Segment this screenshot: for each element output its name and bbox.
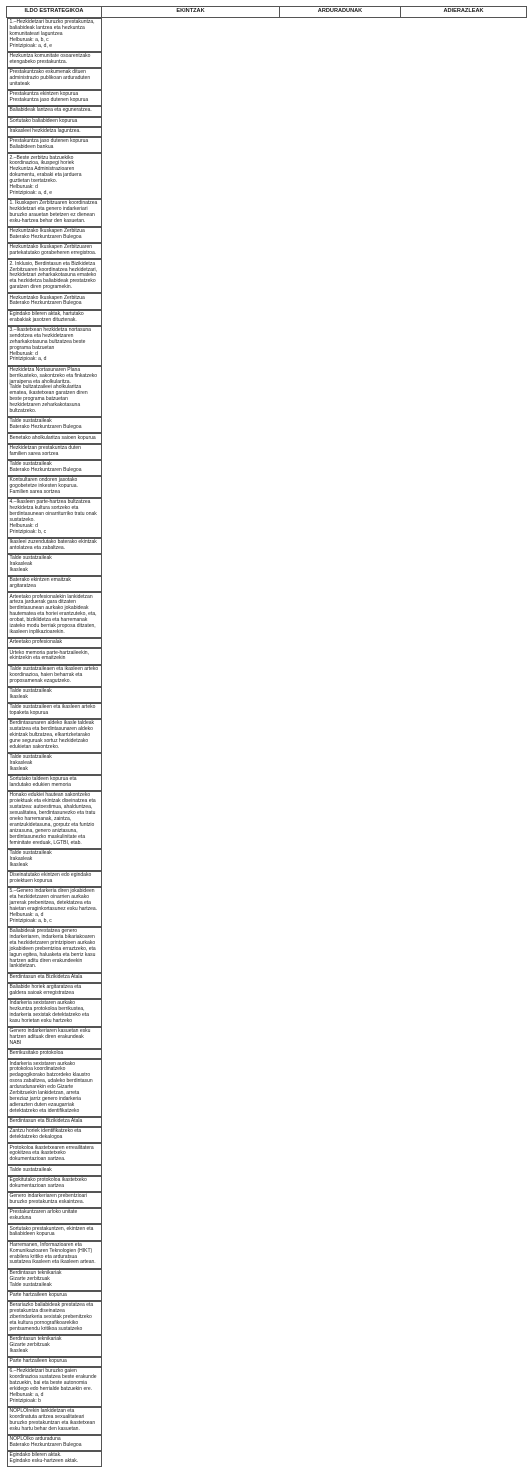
table-row bbox=[7, 719, 527, 791]
action-cell: Hezkuntza komunitate osoarentzako etengabeko prestakuntza. bbox=[7, 52, 102, 68]
indicator-cell: Egokitutako protokoloa ikastetxeko dokumentazioan sartzea bbox=[7, 1176, 102, 1192]
table-row bbox=[7, 887, 527, 999]
table-row bbox=[7, 665, 527, 719]
responsible-cell: Talde sustatzaileak Irakasleak Ikasleak bbox=[7, 554, 102, 576]
table-row bbox=[7, 127, 527, 153]
strategic-goal-cell: 1.–Hezkidetzari buruzko prestakuntza, baliabideak lantzea eta hezkuntza komunitateari laguntzea Helburuak: a, b, c Printzipioak: a, d, e bbox=[7, 18, 102, 52]
responsible-cell: Hezkuntzako Ikuskapen Zerbitzua Baterako Hezkuntzaren Bulegoa bbox=[7, 227, 102, 243]
table-row bbox=[7, 1301, 527, 1367]
strategic-goal-cell: 4.–Ikasleen parte-hartzea bultzatzea hezkidetza kultura sortzeko eta berdintasunean oinarriturriko tratu onak sustatzeko. Helburuak: d Printzipioak: b, c bbox=[7, 498, 102, 538]
table-row bbox=[7, 17, 527, 106]
table-row bbox=[7, 1241, 527, 1301]
indicator-cell: Benetako aholkularitza saioen kopurua bbox=[7, 433, 102, 443]
table-row bbox=[7, 1143, 527, 1192]
responsible-cell: Prestakuntzaren arloko unitate eskuduna bbox=[7, 1208, 102, 1224]
table-row bbox=[7, 999, 527, 1059]
table-row bbox=[7, 498, 527, 592]
action-cell: Baliabideak lantzea eta eguneratzea. bbox=[7, 106, 102, 116]
header-responsible: ARDURADUNAK bbox=[280, 7, 401, 18]
responsible-cell: Talde sustatzaileak bbox=[7, 1165, 102, 1175]
table-row bbox=[7, 791, 527, 887]
indicator-cell: Egindako bileren aktak. Egindako esku-hartzeen aktak. bbox=[7, 1451, 102, 1467]
responsible-cell: Berdintasun teknikariak Gizarte zerbitzuak Talde sustatzaileak bbox=[7, 1269, 102, 1291]
indicator-cell: Baterako ekintzen emaitzak argitaratzea bbox=[7, 576, 102, 592]
indicator-cell: Zantzu horiek identifikatzeko eta detektatzeko dekalogoa bbox=[7, 1127, 102, 1143]
action-cell: Berdintasunaren aldeko ikasle taldeak sustatzea eta berdintasunaren aldeko ekintzak bultzatzea, elkarrizketarako gune seguruak sortuz hezkidetzako edukietan sakontzeko. bbox=[7, 719, 102, 753]
table-header-row bbox=[7, 7, 527, 18]
action-cell: Talde sustatzaileaen eta ikasleen arteko koordinazioa, haien beharrak eta proposamenak ezagutzeko. bbox=[7, 665, 102, 687]
responsible-cell: Talde sustatzaileak Irakasleak Ikasleak bbox=[7, 753, 102, 775]
action-cell: Irakasleei hezkidetza laguntzea. bbox=[7, 127, 102, 137]
table-row bbox=[7, 592, 527, 664]
responsible-cell: Talde sustatzaileak Baterako Hezkuntzaren Bulegoa bbox=[7, 417, 102, 433]
responsible-cell: Arteetako profesionalak bbox=[7, 638, 102, 648]
indicator-cell: Prestakuntza ekintzen kopurua Prestakuntza jaso dutenen kopurua bbox=[7, 90, 102, 106]
indicator-cell: Sortutako baliabideen kopurua bbox=[7, 117, 102, 127]
action-cell: Baliabideak prestatzea genero indarkeriaren, indarkeria bikariakoaren eta hezkidetzaren printzipioen aurkako jokabideen prebentzioa erraztzeko, eta lagun egitea, haluaketa eta berriz kasu hartzen aditu diren erakundeekin lankidetzan. bbox=[7, 927, 102, 973]
indicator-cell: Egindako bileren aktak, hartutako erabakiak jasotzen dituztenak. bbox=[7, 310, 102, 326]
action-cell: 2. Inklusio, Berdintasun eta Bizikidetza Zerbitzuaren koordinatzea hezkidetzari, hezkidetzari zeharkakotasuna emateko eta hezkidetza baliabideak prestatzeko garatzen diren programekin. bbox=[7, 259, 102, 293]
table-body bbox=[7, 17, 527, 1467]
indicator-cell: Parte hartzaileen kopurua bbox=[7, 1291, 102, 1301]
indicator-cell: Prestakuntza jaso dutenen kopurua Baliabideen bankua bbox=[7, 137, 102, 153]
action-cell: Arteetako profesionalekin lankidetzan arteza jarduerak gara ditzaten berdintasunean aurkako jokabideak hautematea eta horiei erantzuteko, eta, orobat, biziklidetza eta harremanak izateko modu berriak proposa ditzaten, ikasleen inplikazioarekin. bbox=[7, 592, 102, 638]
responsible-cell: Talde sustatzaileak Ikasleak bbox=[7, 687, 102, 703]
responsible-cell: Berdintasun teknikariak Gizarte zerbitzuak Ikasleak bbox=[7, 1335, 102, 1357]
action-cell: Ikasleei zuzendutako baterako ekintzak antolatzea eta zabaltzea. bbox=[7, 538, 102, 554]
action-cell: Indarkeria sexistaren aurkako hezkuntza protokoloa berrikustea, indarkeria sexistak detektatzeko eta kasu horietan esku hartzeko bbox=[7, 999, 102, 1027]
action-cell: Genero indarkeriaren prebentzioari buruzko prestakuntza eskaintzea. bbox=[7, 1192, 102, 1208]
responsible-cell: Berdintasun eta Bizikidetza Atala bbox=[7, 1117, 102, 1127]
table-row bbox=[7, 259, 527, 325]
action-cell: Honako edukiei hautean sakontzeko proiektuak eta ekintzak diseinatzea eta sustatzea: autoestimua, ahalduntzea, sexualitatea, berdintasunezko eta tratu oneko harremanak, zaintza, erantzukidetasuna, gorputz eta funtzio anizasuna, genero aniztasuna, berdintasunezko maskulinitate eta feminitate ereduak, LGTBI, etab. bbox=[7, 791, 102, 849]
header-strategic-goal: ILDO ESTRATEGIKOA bbox=[7, 7, 102, 18]
indicator-cell: Hezkuntzako Ikuskapen Zerbitzuaren partekatutako gorabeheren erregistroa. bbox=[7, 243, 102, 259]
action-cell: NOPLOIrekin lankidetzan eta koordinatuta aritzea sexualitateari buruzko prestakuntzan eta ikastetxean esku hartu behar den kasuetan. bbox=[7, 1407, 102, 1435]
responsible-cell: Hezkuntzako Ikuskapen Zerbitzua Baterako Hezkuntzaren Bulegoa bbox=[7, 293, 102, 309]
table-row bbox=[7, 1192, 527, 1241]
indicator-cell: Baliabide horiek argitaratzea eta galdera saioak erregistratzea bbox=[7, 983, 102, 999]
header-actions: EKINTZAK bbox=[102, 7, 280, 18]
header-indicators: ADIERAZLEAK bbox=[401, 7, 527, 18]
table-row bbox=[7, 153, 527, 259]
table-row bbox=[7, 1059, 527, 1143]
action-cell: Protokoloa ikastetxearen erreailitatera egokitzea eta ikastetxeko dokumentazioan sartzea. bbox=[7, 1143, 102, 1165]
action-cell: Hezkidetza Nortasunaren Plana berrikusteko, sakontzeko eta finkatzeko jarraipena eta aholkularitza. Talde bultzatzaileei aholkularitza ematea, ikastetxean garatzen diren beste programa batzuetan hezkidetzaren zeharkakotasuna bultzatzeko. bbox=[7, 366, 102, 418]
indicator-cell: Urteko memoria parte-hartzaileekin, ekintzekin eta emaitzekin bbox=[7, 648, 102, 664]
table-row bbox=[7, 106, 527, 127]
table-row bbox=[7, 326, 527, 444]
responsible-cell: Prestakuntzako eskumenak dituen administrazio publikoan arduraduten unitateak bbox=[7, 68, 102, 90]
indicator-cell: Kontsultaren ondoren jasotako gogobetetze inkesten kopurua. Familien sarea sortzea bbox=[7, 476, 102, 498]
table-row bbox=[7, 444, 527, 498]
responsible-cell: Talde sustatzaileak Baterako Hezkuntzaren Bulegoa bbox=[7, 460, 102, 476]
strategic-goal-cell: 3.–Ikastetxean hezkidetza nortasuna sendotzea eta hezkidetzaren zeharkakotasuna bultzatzea beste programa batzuetan Helburuak: d Printzipioak: a, d bbox=[7, 326, 102, 366]
indicator-cell: Parte hartzaileen kopurua bbox=[7, 1357, 102, 1367]
table-row bbox=[7, 1367, 527, 1467]
responsible-cell: NOPLOIko arduraduna Baterako Hezkuntzaren Bulegoa bbox=[7, 1435, 102, 1451]
indicator-cell: Talde sustatzaileen eta ikasleen arteko topaketa kopurua bbox=[7, 703, 102, 719]
strategic-goal-cell: 6.–Hezkidetzari buruzko gaien koordinazioa sustatzea beste erakunde batzuekin, bai eta beste autonomia erkidego edo herrialde batzuekin ere. Helburuak: a, d Printzipioak: b bbox=[7, 1367, 102, 1407]
indicator-cell: Diseinatutako ekintzen edo egindako proiektuen kopurua bbox=[7, 871, 102, 887]
strategic-goal-cell: 5.–Genero indarkeria diren jokabideen eta hezkidetzaren oinarrien aurkako jarrerak prebenitzea, detektatzea eta haietan eraginkortasunez esku hartzea. Helburuak: a, d Printzipioak: a, b, c bbox=[7, 887, 102, 927]
action-cell: Hezkidetzan prestakuntza duten familien sarea sortzea bbox=[7, 444, 102, 460]
responsible-cell: Berdintasun eta Bizikidetza Atala bbox=[7, 973, 102, 983]
strategic-goal-cell: 2.–Beste zerbitzu batzuekiko koordinazioa, ikuspegi horiek Hezkuntza Administrazioaren dokumentu, erabaki eta jarduera guztietan txertatzeko. Helburuak: d Printzipioak: a, d, e bbox=[7, 153, 102, 199]
responsible-cell: Genero indarkeriaren kasuetan esku hartzen adituak diren erakundeak NABI bbox=[7, 1027, 102, 1049]
indicator-cell: Sortutako prestakuntzen, ekintzen eta baliabideen kopurua bbox=[7, 1224, 102, 1240]
action-cell: Indarkeria sexistaren aurkako protokoloa koordinatzeko pedagogikorako batzordeko klaustro osora zabaltzea, udaleko berdintasun arduradunarekin edo Gizarte Zerbitzuekin lankidetzan, arreta bereziaz jarriz genero indarkeria adierazten duten ezaugarriak detektatzeko eta identifikatzeko bbox=[7, 1059, 102, 1117]
indicator-cell: Berrikusitako protokoloa bbox=[7, 1049, 102, 1059]
indicator-cell: Sortutako taldeen kopurua eta landutako edukien memoria bbox=[7, 775, 102, 791]
action-cell: 1. Ikuskapen Zerbitzuaren koordinatzea hezkidetzari eta genero indarkeriari buruzko arauetan betetzen ez dienean esku-hartzea behar den kasuetan. bbox=[7, 199, 102, 227]
action-cell: Berariazko baliabideak prestatzea eta prestakuntza diseinatzea ziberindarkeria sexistak prebenitzeko eta kultura pornografikoarekiko pentsamendu kritikoa sustatzeko bbox=[7, 1301, 102, 1335]
strategic-plan-table bbox=[6, 6, 527, 1467]
responsible-cell: Talde sustatzaileak Irakasleak Ikasleak bbox=[7, 849, 102, 871]
action-cell: Harremanen, Informazioaren eta Komunikazioaren Teknologien (HIKT) erabilera kritiko eta arduratsua sustatzea ikasleen eta ikasleen artean. bbox=[7, 1241, 102, 1269]
